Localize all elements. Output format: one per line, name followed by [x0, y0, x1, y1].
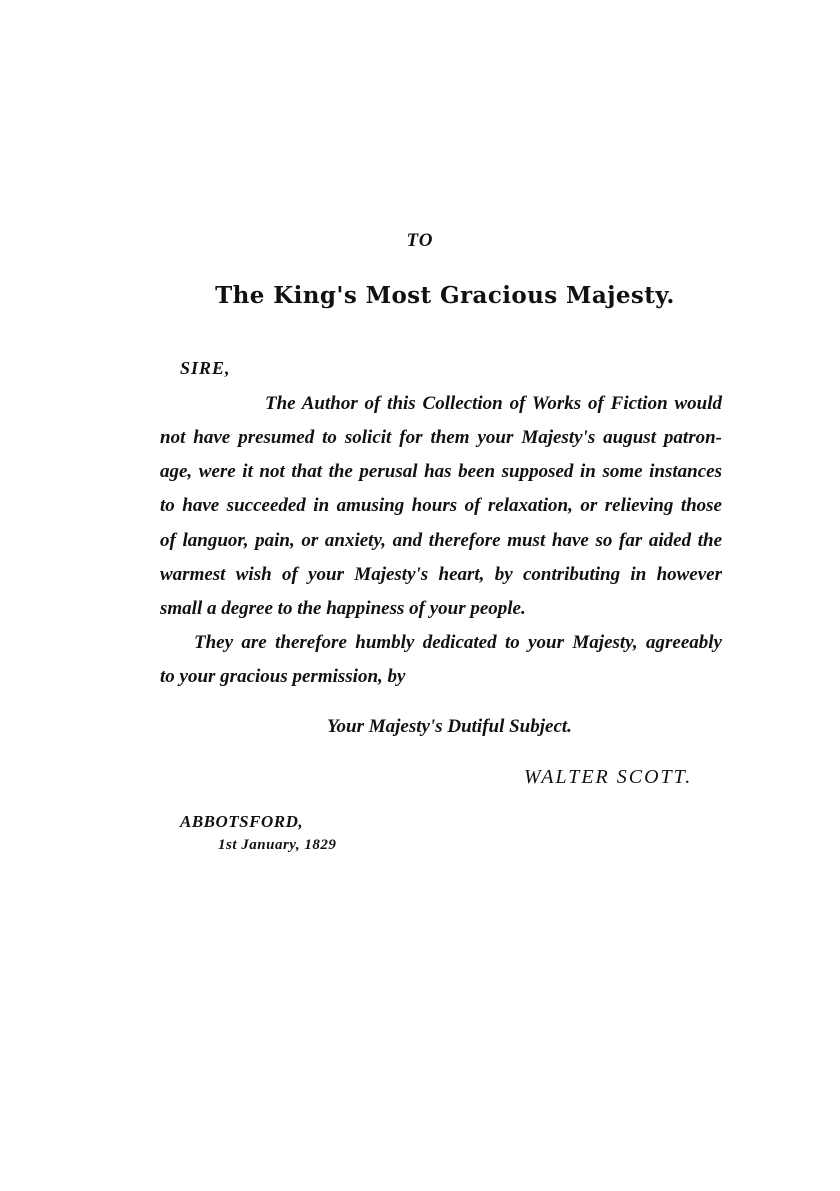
subscription: Your Majesty's Dutiful Subject. — [327, 716, 572, 737]
author-signature: WALTER SCOTT. — [524, 766, 693, 788]
to-heading: TO — [406, 230, 434, 251]
text-line: of languor, pain, or anxiety, and therefore must have so far aided the — [160, 530, 722, 551]
text-line: not have presumed to solicit for them your Majesty's august patron- — [160, 427, 722, 448]
dedicatee-title: The King's Most Gracious Majesty. — [215, 282, 675, 309]
text-line: to have succeeded in amusing hours of relaxation, or relieving those — [160, 495, 722, 516]
text-line: small a degree to the happiness of your people. — [160, 598, 526, 619]
text-line: to your gracious permission, by — [160, 666, 406, 687]
place-name: ABBOTSFORD, — [180, 812, 304, 831]
text-line: age, were it not that the perusal has been supposed in some instances — [160, 461, 722, 482]
text-line: They are therefore humbly dedicated to your Majesty, agreeably — [194, 632, 722, 653]
text-line: warmest wish of your Majesty's heart, by contributing in however — [160, 564, 722, 585]
date-line: 1st January, 1829 — [218, 837, 337, 853]
text-line: The Author of this Collection of Works of Fiction would — [265, 393, 722, 414]
salutation: SIRE, — [180, 358, 231, 378]
